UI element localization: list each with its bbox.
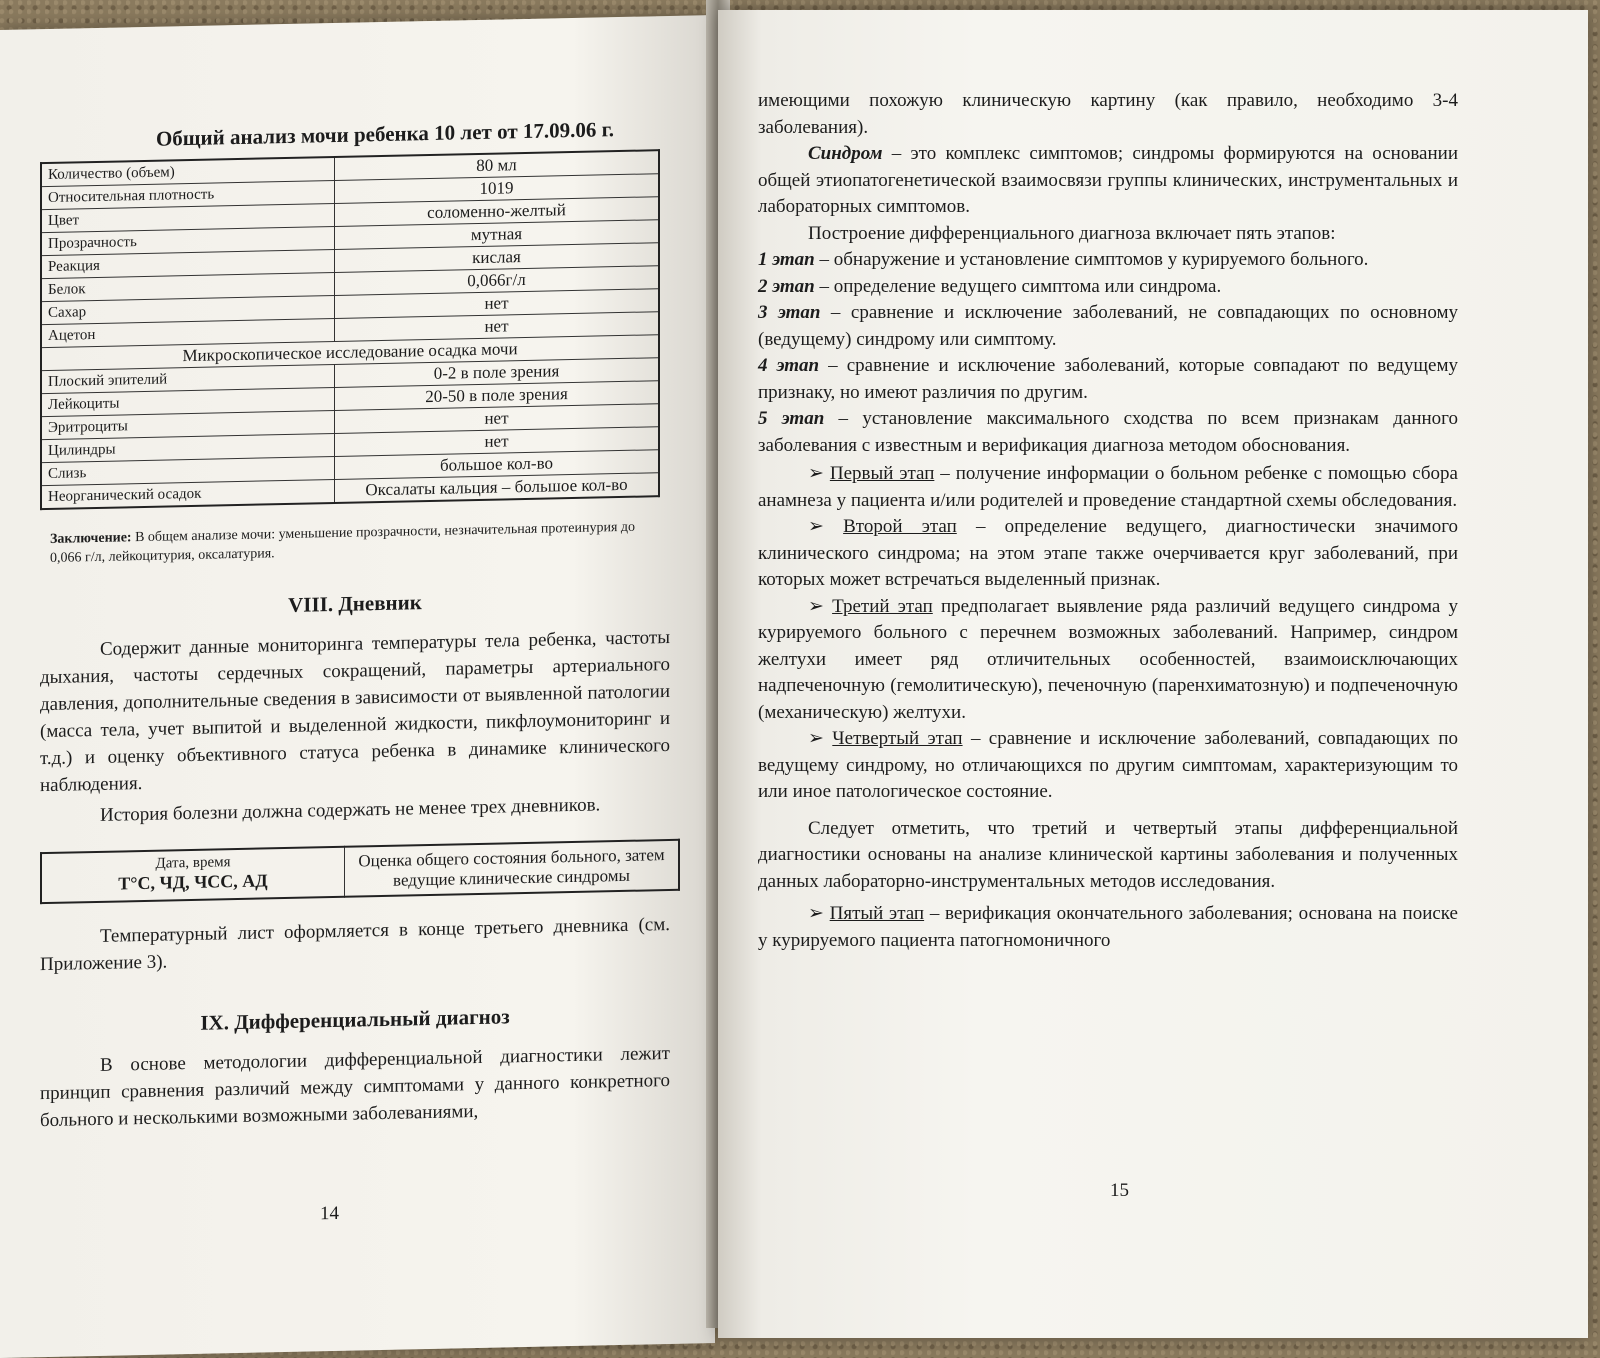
micro-header: Микроскопическое исследование осадка мочи <box>41 335 659 371</box>
stage-item <box>758 353 1458 406</box>
detail-text: – определение ведущего, диагностически значимого клинического синдрома; на этом этапе также очерчивается круг заболеваний, при которых может встречаться выделенный признак. <box>758 516 1459 590</box>
detail-label: Второй этап <box>843 516 957 537</box>
row-value: 20-50 в поле зрения <box>335 381 660 411</box>
diary-table <box>40 839 680 904</box>
left-page <box>0 15 715 1358</box>
section8-title: VIII. Дневник <box>288 590 422 617</box>
row-value: соломенно-желтый <box>335 197 660 227</box>
conclusion <box>50 517 670 568</box>
detail-text: – сравнение и исключение заболеваний, совпадающих по ведущему синдрому, но отличающихся по другим симптомам, характеризующим то или иное патологическое состояние. <box>758 728 1459 802</box>
page-number-right: 15 <box>1110 1180 1129 1201</box>
detail-item <box>758 514 1458 594</box>
left-page-content <box>40 116 670 1134</box>
stage-label: 4 этап <box>758 355 820 376</box>
row-key: Неорганический осадок <box>41 479 335 509</box>
note-paragraph: Следует отметить, что третий и четвертый этапы дифференциальной диагностики основаны на анализе клинической картины заболевания и полученных данных лабораторно-инструментальных методов исследования. <box>758 817 1458 892</box>
row-key: Лейкоциты <box>41 387 335 416</box>
arrow-icon: ➢ <box>808 463 830 484</box>
detail-item <box>758 461 1458 514</box>
fifth-stage-paragraph <box>758 901 1458 954</box>
section8-paragraph-3: Температурный лист оформляется в конце третьего дневника (см. Приложение 3). <box>40 913 670 976</box>
row-key: Прозрачность <box>41 226 335 255</box>
stage-text: – определение ведущего симптома или синдрома. <box>814 275 1222 297</box>
stage-label: 5 этап <box>758 408 825 429</box>
row-key: Цвет <box>41 203 335 232</box>
row-key: Эритроциты <box>41 410 335 439</box>
row-value: 0,066г/л <box>335 266 660 296</box>
detail-text: предполагает выявление ряда различий ведущего синдрома у курируемого больного с перечнем возможных заболеваний. Например, синдром желтухи имеет ряд отличительных особенностей, взаимоисключающих надпеченочную (гемолитическую), печеночную (паренхиматозную) и подпеченочную (механическую) желтухи. <box>758 595 1458 723</box>
arrow-icon: ➢ <box>808 903 830 924</box>
row-value: 0-2 в поле зрения <box>335 358 660 388</box>
page-number-left: 14 <box>320 1202 339 1225</box>
stage-item <box>758 247 1458 274</box>
syndrome-paragraph <box>758 141 1458 221</box>
section9-title: IX. Дифференциальный диагноз <box>200 1004 510 1035</box>
detail-item <box>758 726 1458 806</box>
row-value: нет <box>335 312 660 342</box>
stage-label: 1 этап <box>758 249 815 270</box>
section8-paragraph-1: Содержит данные мониторинга температуры тела ребенка, частоты дыхания, частоты сердечных сокращений, параметры артериального давления, дополнительные сведения в зависимости от выявленной патологии (масса тела, учет выпитой и выделенной жидкости, пикфлоумониторинг и т.д.) и оценку объективного статуса ребенка в динамике клинического наблюдения. <box>40 626 670 797</box>
detail-text: – верификация окончательного заболевания; основана на поиске у курируемого пациента патогномоничного <box>758 903 1458 951</box>
arrow-icon: ➢ <box>808 516 844 537</box>
stage-item <box>758 406 1458 459</box>
diary-col-1 <box>41 847 345 903</box>
stage-item <box>758 274 1458 301</box>
row-key: Сахар <box>41 295 335 324</box>
urinalysis-table <box>40 149 660 510</box>
row-key: Белок <box>41 272 335 301</box>
row-value: 80 мл <box>335 150 660 180</box>
row-key: Ацетон <box>41 318 335 347</box>
stage-label: 2 этап <box>758 275 815 297</box>
detail-label: Четвертый этап <box>832 728 963 749</box>
stage-label: 3 этап <box>758 302 821 323</box>
row-value: нет <box>335 427 660 457</box>
row-value: мутная <box>335 220 660 250</box>
stage-text: – установление максимального сходства по всем признакам данного заболевания с известным и верификация диагноза методом обоснования. <box>758 408 1458 456</box>
arrow-icon: ➢ <box>808 595 833 617</box>
table-row <box>41 840 679 903</box>
conclusion-label: Заключение: <box>50 530 132 547</box>
row-key: Цилиндры <box>41 433 335 462</box>
row-key: Реакция <box>41 249 335 278</box>
row-value: большое кол-во <box>335 450 660 480</box>
detail-label: Первый этап <box>829 463 935 484</box>
detail-label: Третий этап <box>832 595 933 617</box>
row-value: Оксалаты кальция – большое кол-во <box>335 473 660 503</box>
row-key: Количество (объем) <box>41 157 335 187</box>
row-key: Относительная плотность <box>41 180 335 209</box>
syndrome-term: Синдром <box>808 143 883 164</box>
detail-text: – получение информации о больном ребенке с помощью сбора анамнеза у пациента и/или родителей и проведение стандартной схемы обследования. <box>758 463 1458 511</box>
stage-text: – сравнение и исключение заболеваний, не совпадающих по основному (ведущему) синдрому или симптому. <box>758 302 1458 350</box>
stages-intro: Построение дифференциального диагноза включает пять этапов: <box>808 222 1336 244</box>
section9-paragraph-1: В основе методологии дифференциальной диагностики лежит принцип сравнения различий между симптомами у данного конкретного больного и несколькими возможными заболеваниями, <box>40 1042 670 1132</box>
detail-label: Пятый этап <box>829 903 925 924</box>
row-value: кислая <box>335 243 660 273</box>
row-value: 1019 <box>335 174 660 204</box>
right-page <box>718 10 1588 1338</box>
detail-item <box>758 594 1458 727</box>
urine-table-title: Общий анализ мочи ребенка 10 лет от 17.09.06 г. <box>155 117 615 151</box>
diary-col-1-line-1: Дата, время <box>155 854 231 872</box>
arrow-icon: ➢ <box>808 728 833 749</box>
stage-text: – сравнение и исключение заболеваний, которые совпадают по ведущему признаку, но имеют различия по другим. <box>758 355 1459 403</box>
stage-item <box>758 300 1458 353</box>
row-value: нет <box>335 289 660 319</box>
syndrome-text: – это комплекс симптомов; синдромы формируются на основании общей этиопатогенетической взаимосвязи группы клинических, инструментальных и лабораторных симптомов. <box>758 143 1458 217</box>
diary-col-1-line-2: T°C, ЧД, ЧСС, АД <box>118 870 268 894</box>
continuation-paragraph: имеющими похожую клиническую картину (как правило, необходимо 3-4 заболевания). <box>758 90 1458 138</box>
conclusion-text: В общем анализе мочи: уменьшение прозрачности, незначительная протеинурия до 0,066 г/л, лейкоцитурия, оксалатурия. <box>50 519 636 566</box>
diary-col-2: Оценка общего состояния больного, затем ведущие клинические синдромы <box>345 840 680 897</box>
row-key: Слизь <box>41 456 335 485</box>
row-value: нет <box>335 404 660 434</box>
right-page-content <box>758 88 1458 954</box>
section8-paragraph-2: История болезни должна содержать не менее трех дневников. <box>100 794 601 826</box>
row-key: Плоский эпителий <box>41 364 335 393</box>
stage-text: – обнаружение и установление симптомов у курируемого больного. <box>814 249 1369 270</box>
